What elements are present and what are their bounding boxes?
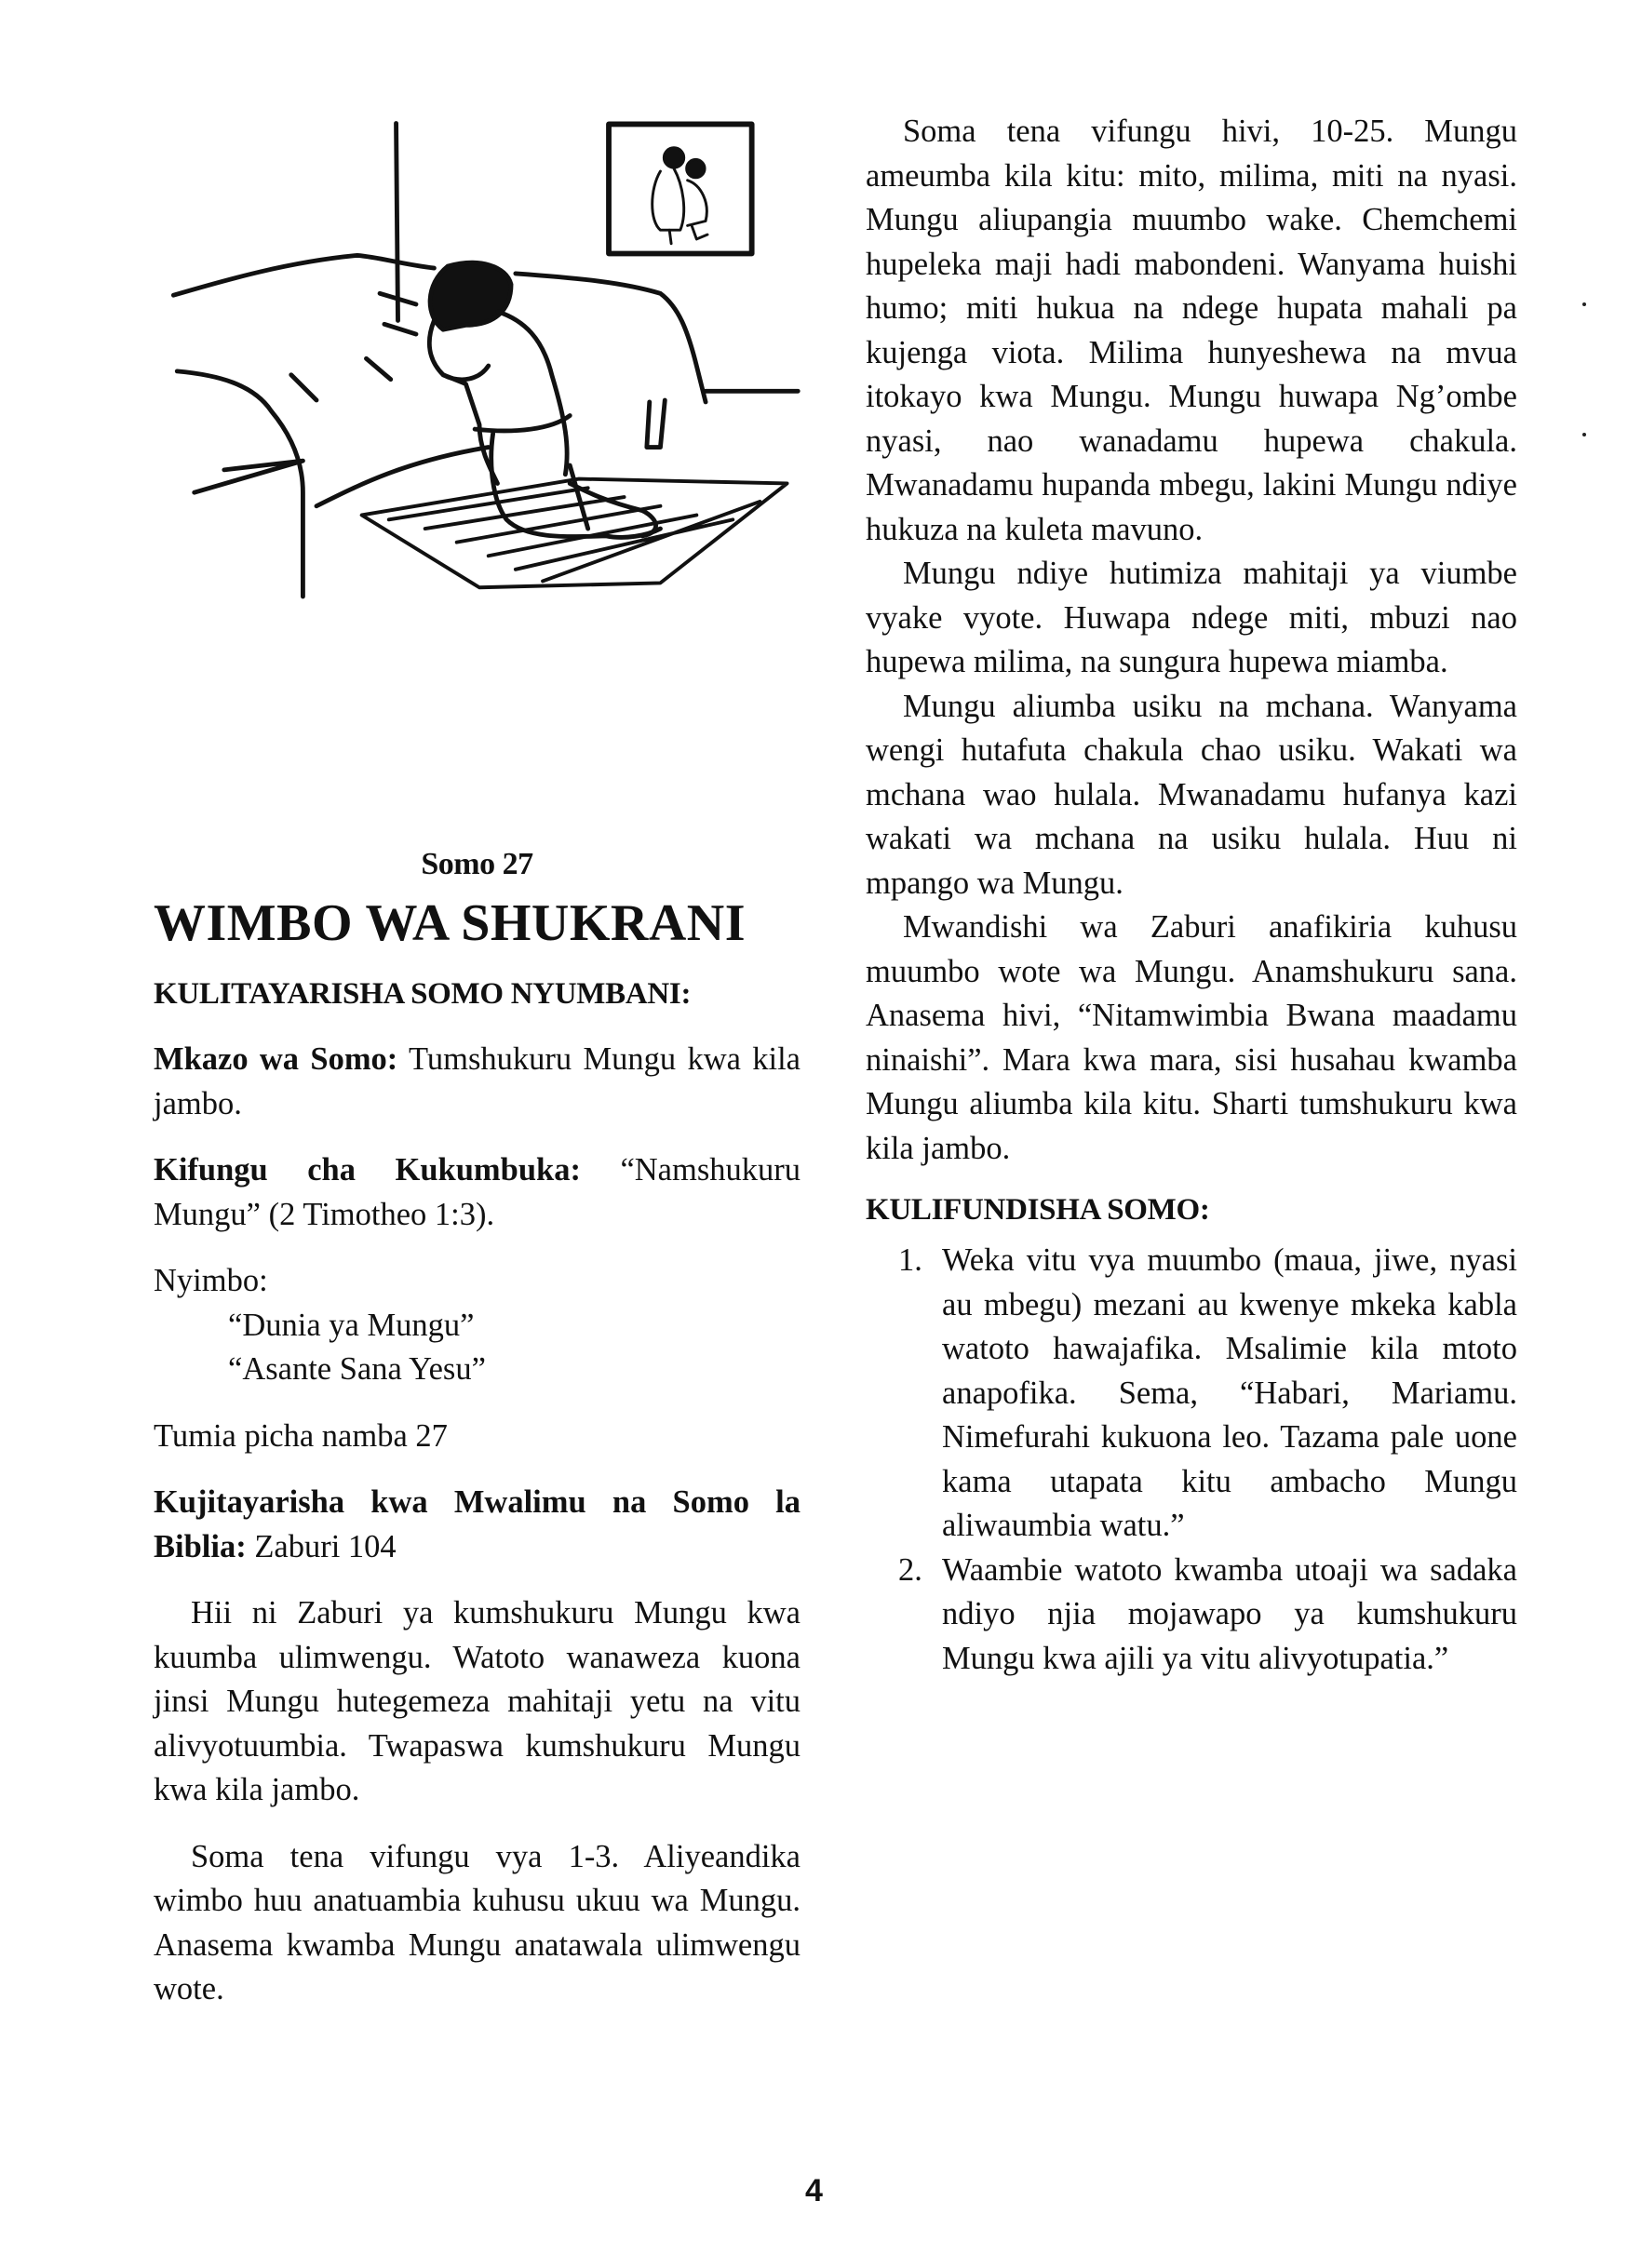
step-number: 2. — [898, 1551, 922, 1588]
songs-list — [154, 1304, 801, 1392]
emphasis-text: Tumshukuru Mungu kwa kila jambo. — [154, 1041, 801, 1121]
home-prep-heading: KULITAYARISHA SOMO NYUMBANI: — [154, 977, 692, 1011]
scan-speck — [1582, 433, 1586, 436]
right-column — [866, 110, 1517, 1681]
songs-label: Nyimbo: — [154, 1263, 268, 1298]
emphasis-label: Mkazo wa Somo: — [154, 1041, 398, 1077]
body-paragraph: Soma tena vifungu hivi, 10-25. Mungu ameumba kila kitu: mito, milima, miti na nyasi. Mungu aliupangia muumbo wake. Chemchemi hupeleka maji hadi mabondeni. Wanyama huishi humo; miti hukua na ndege hupata mahali pa kujenga viota. Milima hunyeshewa na mvua itokayo kwa Mungu. Mungu huwapa Ng’ombe nyasi, nao wanadamu hupewa chakula. Mwanadamu hupanda mbegu, lakini Mungu ndiye hukuza na kuleta mavuno. — [866, 114, 1517, 547]
body-paragraph: Soma tena vifungu vya 1-3. Aliyeandika wimbo huu anatuambia kuhusu ukuu wa Mungu. Anasema kwamba Mungu anatawala ulimwengu wote. — [154, 1838, 801, 2006]
body-paragraph: Mwandishi wa Zaburi anafikiria kuhusu muumbo wote wa Mungu. Anamshukuru sana. Anasema hivi, “Nitamwimbia Bwana maadamu ninaishi”. Mara kwa mara, sisi husahau kwamba Mungu aliumba kila kitu. Sharti tumshukuru kwa kila jambo. — [866, 909, 1517, 1166]
teacher-prep-text: Zaburi 104 — [246, 1528, 397, 1564]
teacher-prep-label: Kujitayarisha kwa Mwalimu na Somo la Biblia: — [154, 1484, 801, 1564]
page-number: 4 — [805, 2173, 823, 2208]
bed-outline — [173, 255, 434, 295]
picture-note: Tumia picha namba 27 — [154, 1417, 448, 1454]
step-text: Weka vitu vya muumbo (maua, jiwe, nyasi au mbegu) mezani au kwenye mkeka kabla watoto hawajafika. Msalimie kila mtoto anapofika. Sema, “Habari, Mariamu. Nimefurahi kukuona leo. Tazama pale uone kama utapata kitu ambacho Mungu aliwaumbia watu.” — [942, 1242, 1517, 1543]
step-text: Waambie watoto kwamba utoaji wa sadaka ndiyo njia mojawapo ya kumshukuru Mungu kwa ajili ya vitu alivyotupatia.” — [942, 1551, 1517, 1676]
teaching-step — [866, 1549, 1517, 1682]
wall-corner-line — [397, 124, 398, 321]
framed-family-figures — [653, 148, 707, 244]
prayer-mat — [362, 479, 787, 588]
left-column — [154, 977, 801, 2012]
body-paragraph: Hii ni Zaburi ya kumshukuru Mungu kwa kuumba ulimwengu. Watoto wanaweza kuona jinsi Mungu hutegemeza mahitaji yetu na vitu alivyotuumbia. Twapaswa kumshukuru Mungu kwa kila jambo. — [154, 1595, 801, 1807]
memory-verse-text: “Namshukuru Mungu” (2 Timotheo 1:3). — [154, 1152, 801, 1232]
lesson-title: WIMBO WA SHUKRANI — [154, 894, 747, 952]
lesson-number: Somo 27 — [421, 847, 533, 881]
body-paragraph: Mungu ndiye hutimiza mahitaji ya viumbe vyake vyote. Huwapa ndege miti, mbuzi nao hupewa milima, na sungura hupewa miamba. — [866, 556, 1517, 679]
step-number: 1. — [898, 1242, 922, 1278]
teaching-step — [866, 1239, 1517, 1549]
teaching-heading: KULIFUNDISHA SOMO: — [866, 1193, 1210, 1227]
memory-verse — [154, 1148, 801, 1237]
prayer-illustration — [154, 102, 805, 828]
scan-speck — [1582, 302, 1586, 306]
teacher-prep — [154, 1481, 801, 1569]
body-paragraph: Mungu aliumba usiku na mchana. Wanyama wengi hutafuta chakula chao usiku. Wakati wa mchana wao hulala. Mwanadamu hufanya kazi wakati wa mchana na usiku hulala. Huu ni mpango wa Mungu. — [866, 688, 1517, 901]
memory-verse-label: Kifungu cha Kukumbuka: — [154, 1152, 581, 1188]
song-item: “Asante Sana Yesu” — [228, 1351, 486, 1387]
lesson-emphasis — [154, 1038, 801, 1126]
song-item: “Dunia ya Mungu” — [228, 1307, 475, 1343]
teaching-steps — [866, 1239, 1517, 1681]
